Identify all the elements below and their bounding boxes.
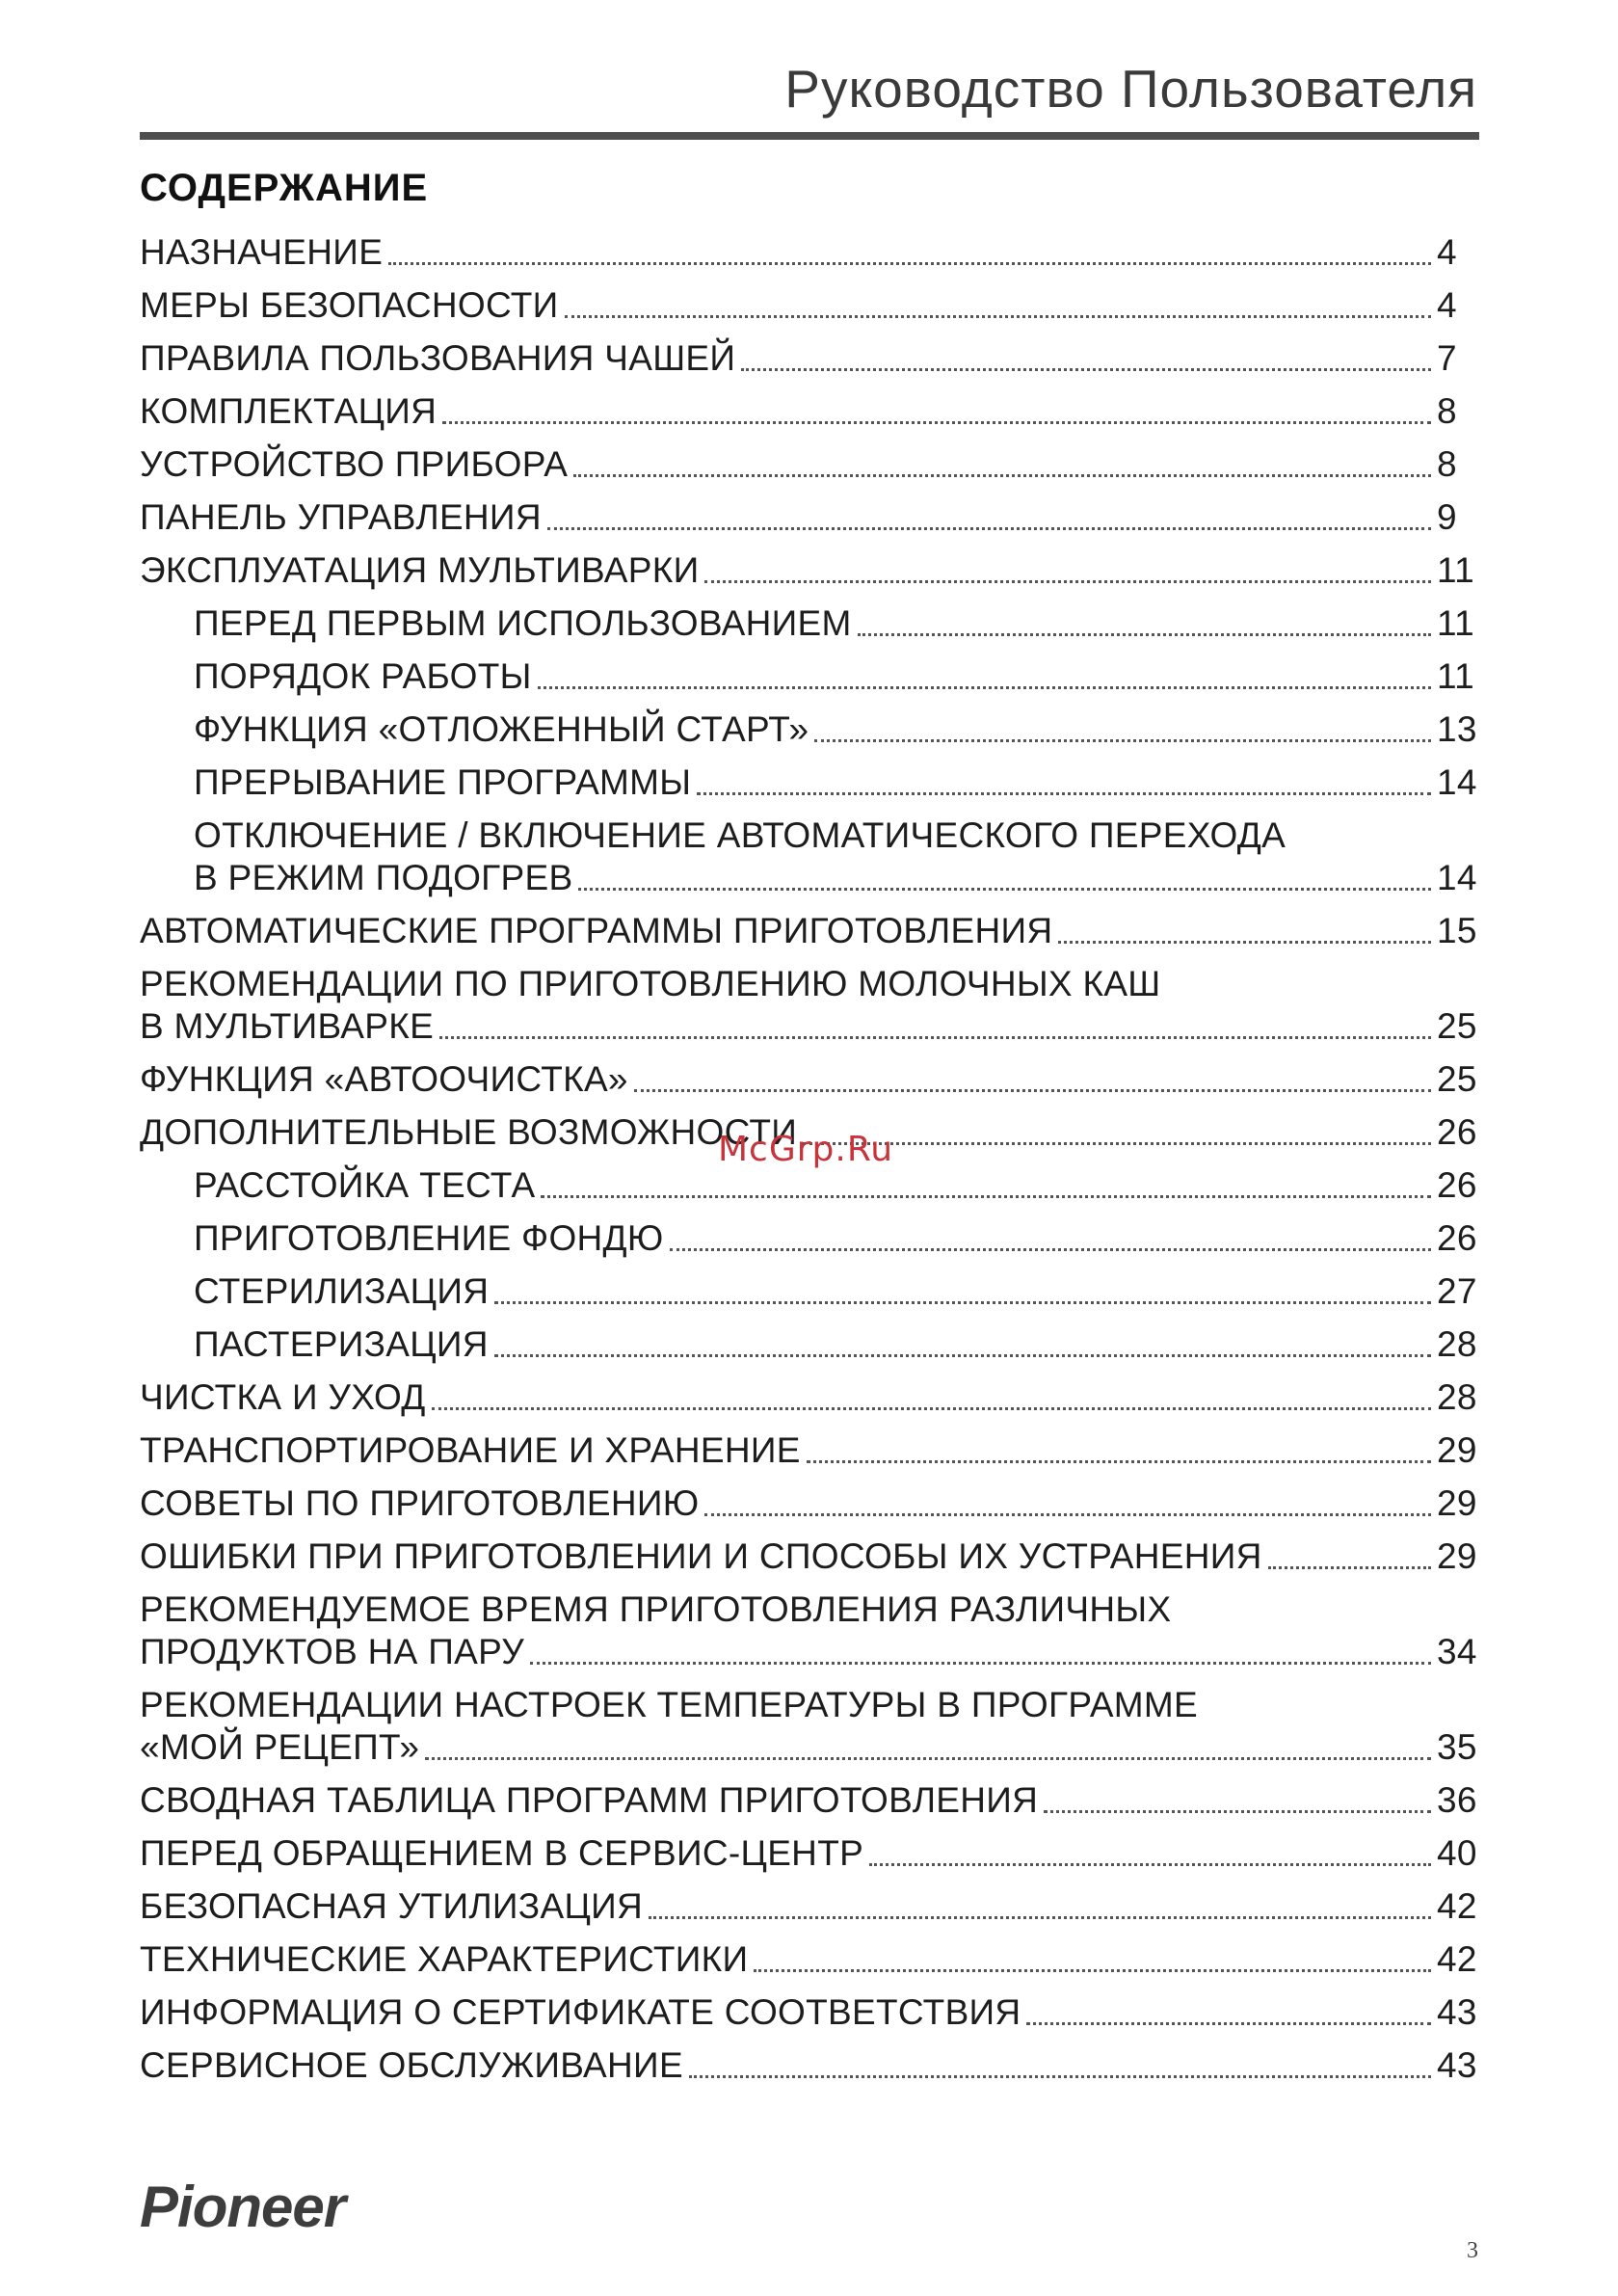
toc-entry[interactable] — [140, 337, 1479, 380]
toc-dot-leader — [388, 262, 1431, 265]
toc-page-number: 26 — [1437, 1165, 1477, 1205]
toc-dot-leader — [1026, 2022, 1431, 2025]
toc-dot-leader — [649, 1916, 1431, 1919]
toc-entry[interactable] — [140, 443, 1479, 486]
toc-dot-leader — [807, 1460, 1431, 1463]
toc-page-number: 8 — [1437, 391, 1457, 431]
toc-entry-title: ЧИСТКА И УХОД — [140, 1377, 426, 1417]
toc-page-number: 11 — [1437, 550, 1475, 590]
toc-entry-title: ТЕХНИЧЕСКИЕ ХАРАКТЕРИСТИКИ — [140, 1939, 749, 1979]
toc-dot-leader — [670, 1248, 1431, 1251]
toc-entry[interactable] — [140, 1217, 1479, 1260]
toc-page-number: 13 — [1437, 709, 1477, 749]
toc-page-number: 43 — [1437, 1992, 1477, 2032]
toc-entry-title: СВОДНАЯ ТАБЛИЦА ПРОГРАММ ПРИГОТОВЛЕНИЯ — [140, 1780, 1039, 1820]
toc-page-number: 4 — [1437, 285, 1457, 325]
toc-entry[interactable] — [140, 708, 1479, 751]
toc-entry-title: ОТКЛЮЧЕНИЕ / ВКЛЮЧЕНИЕ АВТОМАТИЧЕСКОГО ПЕРЕХОДА — [194, 815, 1286, 855]
toc-entry-title: УСТРОЙСТВО ПРИБОРА — [140, 444, 569, 484]
toc-page-number: 14 — [1437, 762, 1477, 802]
toc-entry[interactable] — [140, 910, 1479, 952]
toc-entry-title: ПЕРЕД ПЕРВЫМ ИСПОЛЬЗОВАНИЕМ — [194, 603, 852, 643]
toc-entry[interactable] — [140, 1991, 1479, 2034]
toc-page-number: 42 — [1437, 1939, 1477, 1979]
toc-dot-leader — [573, 474, 1431, 477]
toc-page-number: 26 — [1437, 1112, 1477, 1152]
toc-dot-leader — [689, 2075, 1431, 2078]
toc-entry[interactable] — [140, 761, 1479, 804]
toc-entry-title: ПОРЯДОК РАБОТЫ — [194, 656, 532, 696]
toc-entry[interactable] — [140, 1779, 1479, 1822]
toc-dot-leader — [432, 1407, 1431, 1410]
toc-entry-title: АВТОМАТИЧЕСКИЕ ПРОГРАММЫ ПРИГОТОВЛЕНИЯ — [140, 911, 1053, 950]
toc-dot-leader — [803, 1142, 1431, 1145]
pioneer-logo: Pioneer — [140, 2175, 346, 2239]
toc-dot-leader — [869, 1863, 1431, 1866]
toc-dot-leader — [530, 1662, 1431, 1665]
toc-dot-leader — [704, 1513, 1431, 1516]
toc-entry[interactable] — [140, 284, 1479, 327]
toc-entry-title: РЕКОМЕНДАЦИИ ПО ПРИГОТОВЛЕНИЮ МОЛОЧНЫХ КАШ — [140, 964, 1161, 1003]
toc-entry[interactable] — [140, 496, 1479, 539]
watermark: McGrp.Ru — [718, 1130, 894, 1169]
toc-page-number: 26 — [1437, 1218, 1477, 1258]
toc-dot-leader — [814, 739, 1431, 742]
toc-entry[interactable] — [140, 1684, 1479, 1769]
toc-entry-title: В МУЛЬТИВАРКЕ — [140, 1006, 435, 1046]
toc-entry-title: МЕРЫ БЕЗОПАСНОСТИ — [140, 285, 559, 325]
toc-page-number: 15 — [1437, 911, 1477, 950]
toc-dot-leader — [494, 1354, 1431, 1357]
toc-dot-leader — [538, 686, 1431, 689]
toc-page-number: 8 — [1437, 444, 1457, 484]
toc-entry-title: РАССТОЙКА ТЕСТА — [194, 1165, 536, 1205]
toc-page-number: 9 — [1437, 497, 1457, 537]
toc-entry-title: ИНФОРМАЦИЯ О СЕРТИФИКАТЕ СООТВЕТСТВИЯ — [140, 1992, 1021, 2032]
page-number: 3 — [1467, 2238, 1478, 2263]
toc-entry[interactable] — [140, 1938, 1479, 1981]
toc-page-number: 29 — [1437, 1483, 1477, 1523]
toc-entry-title: ФУНКЦИЯ «ОТЛОЖЕННЫЙ СТАРТ» — [194, 709, 809, 749]
toc-entry[interactable] — [140, 549, 1479, 592]
toc-page-number: 28 — [1437, 1377, 1477, 1417]
toc-entry-title: ПРЕРЫВАНИЕ ПРОГРАММЫ — [194, 762, 692, 802]
toc-dot-leader — [439, 1036, 1431, 1039]
toc-page-number: 7 — [1437, 338, 1457, 378]
toc-dot-leader — [697, 792, 1431, 795]
toc-page-number: 28 — [1437, 1324, 1477, 1364]
toc-page-number: 29 — [1437, 1536, 1477, 1576]
toc-entry-title: В РЕЖИМ ПОДОГРЕВ — [194, 858, 573, 897]
toc-entry[interactable] — [140, 1376, 1479, 1419]
toc-dot-leader — [442, 421, 1431, 424]
toc-entry-title: ПРОДУКТОВ НА ПАРУ — [140, 1632, 525, 1671]
toc-entry-title: ФУНКЦИЯ «АВТООЧИСТКА» — [140, 1059, 628, 1099]
toc-page-number: 29 — [1437, 1430, 1477, 1470]
toc-page-number: 11 — [1437, 656, 1475, 696]
toc-entry-title: ПАСТЕРИЗАЦИЯ — [194, 1324, 489, 1364]
toc-page-number: 27 — [1437, 1271, 1477, 1311]
toc-entry-title: СЕРВИСНОЕ ОБСЛУЖИВАНИЕ — [140, 2045, 683, 2085]
toc-dot-leader — [1058, 941, 1431, 944]
toc-page-number: 14 — [1437, 858, 1477, 897]
toc-entry-title: ДОПОЛНИТЕЛЬНЫЕ ВОЗМОЖНОСТИ — [140, 1112, 798, 1152]
toc-entry-title: ОШИБКИ ПРИ ПРИГОТОВЛЕНИИ И СПОСОБЫ ИХ УСТРАНЕНИЯ — [140, 1536, 1262, 1576]
toc-entry-title: СТЕРИЛИЗАЦИЯ — [194, 1271, 490, 1311]
toc-entry-title: БЕЗОПАСНАЯ УТИЛИЗАЦИЯ — [140, 1886, 644, 1926]
toc-entry-title: «МОЙ РЕЦЕПТ» — [140, 1727, 420, 1767]
toc-entry[interactable] — [140, 1589, 1479, 1673]
toc-entry[interactable] — [140, 1832, 1479, 1875]
toc-entry-title: НАЗНАЧЕНИЕ — [140, 232, 384, 272]
toc-dot-leader — [858, 633, 1431, 636]
toc-entry-title: СОВЕТЫ ПО ПРИГОТОВЛЕНИЮ — [140, 1483, 700, 1523]
toc-entry-title: РЕКОМЕНДАЦИИ НАСТРОЕК ТЕМПЕРАТУРЫ В ПРОГРАММЕ — [140, 1685, 1199, 1724]
toc-dot-leader — [541, 1195, 1431, 1198]
toc-entry-title: ПРАВИЛА ПОЛЬЗОВАНИЯ ЧАШЕЙ — [140, 338, 736, 378]
toc-dot-leader — [754, 1969, 1431, 1972]
toc-entry[interactable] — [140, 602, 1479, 645]
toc-entry[interactable] — [140, 1270, 1479, 1313]
toc-entry[interactable] — [140, 655, 1479, 698]
toc-heading: СОДЕРЖАНИЕ — [140, 167, 429, 209]
toc-entry-title: ПРИГОТОВЛЕНИЕ ФОНДЮ — [194, 1218, 664, 1258]
toc-entry[interactable] — [140, 390, 1479, 433]
toc-entry-title: РЕКОМЕНДУЕМОЕ ВРЕМЯ ПРИГОТОВЛЕНИЯ РАЗЛИЧНЫХ — [140, 1589, 1172, 1629]
toc-dot-leader — [494, 1301, 1431, 1304]
toc-page-number: 11 — [1437, 603, 1475, 643]
toc-entry[interactable] — [140, 231, 1479, 274]
toc-dot-leader — [425, 1757, 1431, 1760]
toc-dot-leader — [578, 888, 1431, 891]
toc-page-number: 43 — [1437, 2045, 1477, 2085]
toc-entry[interactable] — [140, 1885, 1479, 1928]
toc-dot-leader — [565, 315, 1431, 318]
toc-dot-leader — [547, 527, 1431, 530]
toc-dot-leader — [634, 1089, 1431, 1092]
toc-dot-leader — [1268, 1566, 1431, 1569]
toc-entry[interactable] — [140, 1535, 1479, 1578]
toc-entry[interactable] — [140, 1323, 1479, 1366]
toc-entry[interactable] — [140, 2044, 1479, 2087]
toc-page-number: 25 — [1437, 1006, 1477, 1046]
toc-page-number: 4 — [1437, 232, 1457, 272]
toc-entry-title: ЭКСПЛУАТАЦИЯ МУЛЬТИВАРКИ — [140, 550, 700, 590]
toc-page-number: 25 — [1437, 1059, 1477, 1099]
toc-dot-leader — [1044, 1810, 1431, 1813]
toc-page-number: 40 — [1437, 1833, 1477, 1873]
toc-entry-title: ПЕРЕД ОБРАЩЕНИЕМ В СЕРВИС-ЦЕНТР — [140, 1833, 864, 1873]
toc-page-number: 42 — [1437, 1886, 1477, 1926]
toc-entry[interactable] — [140, 1164, 1479, 1207]
toc-page-number: 35 — [1437, 1727, 1477, 1767]
toc-entry-title: ТРАНСПОРТИРОВАНИЕ И ХРАНЕНИЕ — [140, 1430, 801, 1470]
toc-page-number: 36 — [1437, 1780, 1477, 1820]
toc-page-number: 34 — [1437, 1632, 1477, 1671]
toc-entry[interactable] — [140, 1482, 1479, 1525]
toc-entry[interactable] — [140, 814, 1479, 899]
toc-entry[interactable] — [140, 963, 1479, 1048]
toc-entry-title: ПАНЕЛЬ УПРАВЛЕНИЯ — [140, 497, 542, 537]
document-header-title: Руководство Пользователя — [784, 59, 1477, 119]
toc-entry[interactable] — [140, 1429, 1479, 1472]
toc-dot-leader — [704, 580, 1431, 583]
header-divider — [140, 132, 1479, 140]
toc-entry-title: КОМПЛЕКТАЦИЯ — [140, 391, 438, 431]
toc-entry[interactable] — [140, 1058, 1479, 1101]
toc-dot-leader — [741, 368, 1431, 371]
